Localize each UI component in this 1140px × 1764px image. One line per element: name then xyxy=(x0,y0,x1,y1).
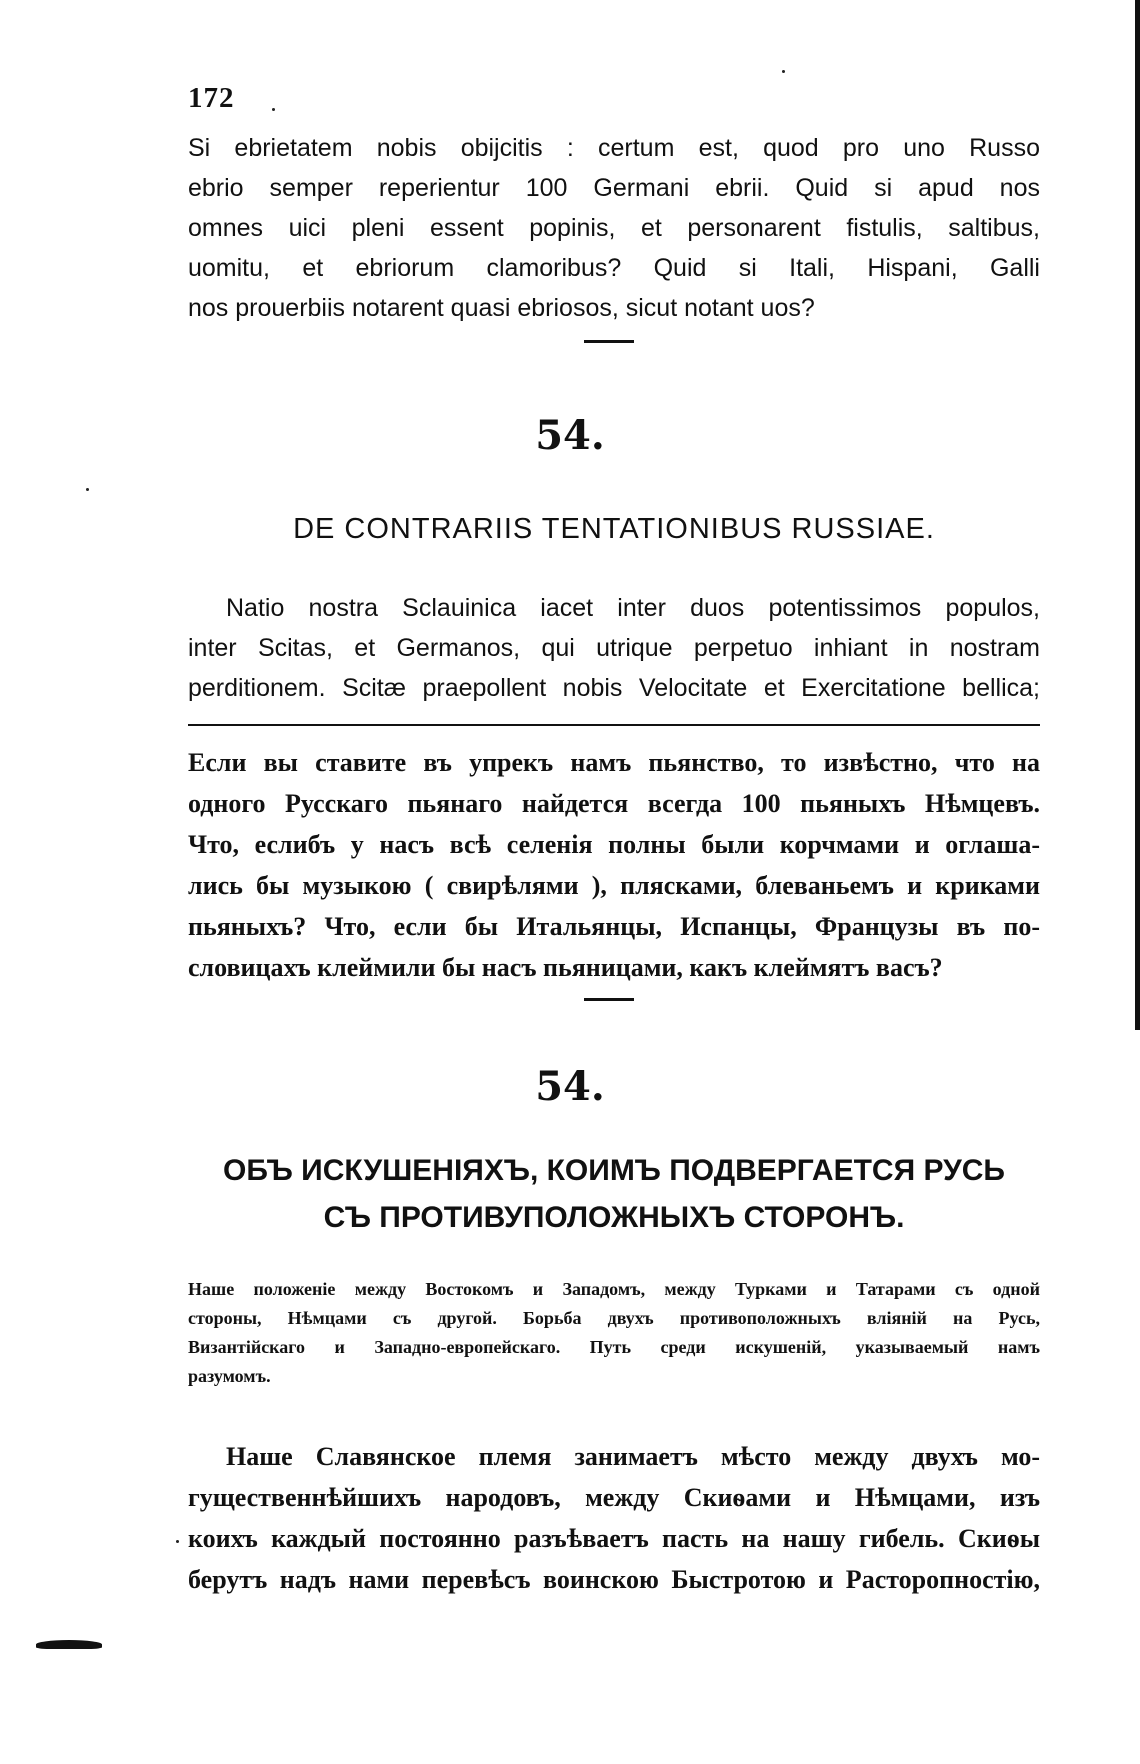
title-line: ОБЪ ИСКУШЕНІЯХЪ, КОИМЪ ПОДВЕРГАЕТСЯ РУСЬ xyxy=(223,1154,1005,1187)
section-title-latin: DE CONTRARIIS TENTATIONIBUS RUSSIAE. xyxy=(293,513,935,545)
section-title-russian xyxy=(188,1147,1040,1241)
russian-paragraph-2 xyxy=(188,1436,1040,1600)
text-line: лись бы музыкою ( свирѣлями ), плясками, блеваньемъ и криками xyxy=(188,871,1040,900)
chapter-summary xyxy=(188,1275,1040,1391)
scan-speck xyxy=(176,1540,179,1543)
text-line: берутъ надъ нами перевѣсъ воинскою Быстротою и Расторопностію, xyxy=(188,1565,1040,1594)
text-line: Natio nostra Sclauinica iacet inter duos potentissimos populos, xyxy=(226,594,1040,622)
section-divider xyxy=(584,998,634,1001)
text-line: стороны, Нѣмцами съ другой. Борьба двухъ противоположныхъ вліяній на Русь, xyxy=(188,1308,1040,1328)
scan-speck xyxy=(86,488,89,491)
page-number: 172 xyxy=(188,82,235,114)
footnote-separator-rule xyxy=(188,724,1040,726)
text-line: nos prouerbiis notarent quasi ebriosos, sicut notant uos? xyxy=(188,294,815,322)
text-line: словицахъ клеймили бы насъ пьяницами, какъ клеймятъ васъ? xyxy=(188,953,943,982)
text-line: perditionem. Scitæ praepollent nobis Velocitate et Exercitatione bellica; xyxy=(188,674,1040,702)
scan-speck xyxy=(272,108,275,111)
scan-artifact-mark xyxy=(36,1640,102,1649)
section-number-latin: 54. xyxy=(535,412,605,459)
text-line: inter Scitas, et Germanos, qui utrique perpetuo inhiant in nostram xyxy=(188,634,1040,662)
latin-paragraph-2 xyxy=(188,588,1040,708)
text-line: Si ebrietatem nobis obijcitis : certum est, quod pro uno Russo xyxy=(188,134,1040,162)
text-line: Если вы ставите въ упрекъ намъ пьянство, то извѣстно, что на xyxy=(188,748,1040,777)
section-number-russian: 54. xyxy=(535,1063,605,1110)
latin-paragraph-1 xyxy=(188,128,1040,328)
text-line: пьяныхъ? Что, если бы Итальянцы, Испанцы, Французы въ по- xyxy=(188,912,1040,941)
text-line: Что, еслибъ у насъ всѣ селенія полны были корчмами и оглаша- xyxy=(188,830,1040,859)
page-edge-shadow xyxy=(1135,0,1140,1030)
scan-speck xyxy=(782,70,785,73)
text-line: одного Русскаго пьянаго найдется всегда 100 пьяныхъ Нѣмцевъ. xyxy=(188,789,1040,818)
text-line: разумомъ. xyxy=(188,1366,271,1386)
text-line: ebrio semper reperientur 100 Germani ebrii. Quid si apud nos xyxy=(188,174,1040,202)
text-line: гущественнѣйшихъ народовъ, между Скиѳами и Нѣмцами, изъ xyxy=(188,1483,1040,1512)
text-line: Византійскаго и Западно-европейскаго. Путь среди искушеній, указываемый намъ xyxy=(188,1337,1040,1357)
title-line: СЪ ПРОТИВУПОЛОЖНЫХЪ СТОРОНЪ. xyxy=(323,1201,905,1234)
section-divider xyxy=(584,340,634,343)
text-line: omnes uici pleni essent popinis, et personarent fistulis, saltibus, xyxy=(188,214,1040,242)
text-line: коихъ каждый постоянно разъѣваетъ пасть на нашу гибель. Скиѳы xyxy=(188,1524,1040,1553)
russian-paragraph-1 xyxy=(188,742,1040,988)
text-line: Наше положеніе между Востокомъ и Западомъ, между Турками и Татарами съ одной xyxy=(188,1279,1040,1299)
text-line: Наше Славянское племя занимаетъ мѣсто между двухъ мо- xyxy=(226,1442,1040,1471)
text-line: uomitu, et ebriorum clamoribus? Quid si Itali, Hispani, Galli xyxy=(188,254,1040,282)
